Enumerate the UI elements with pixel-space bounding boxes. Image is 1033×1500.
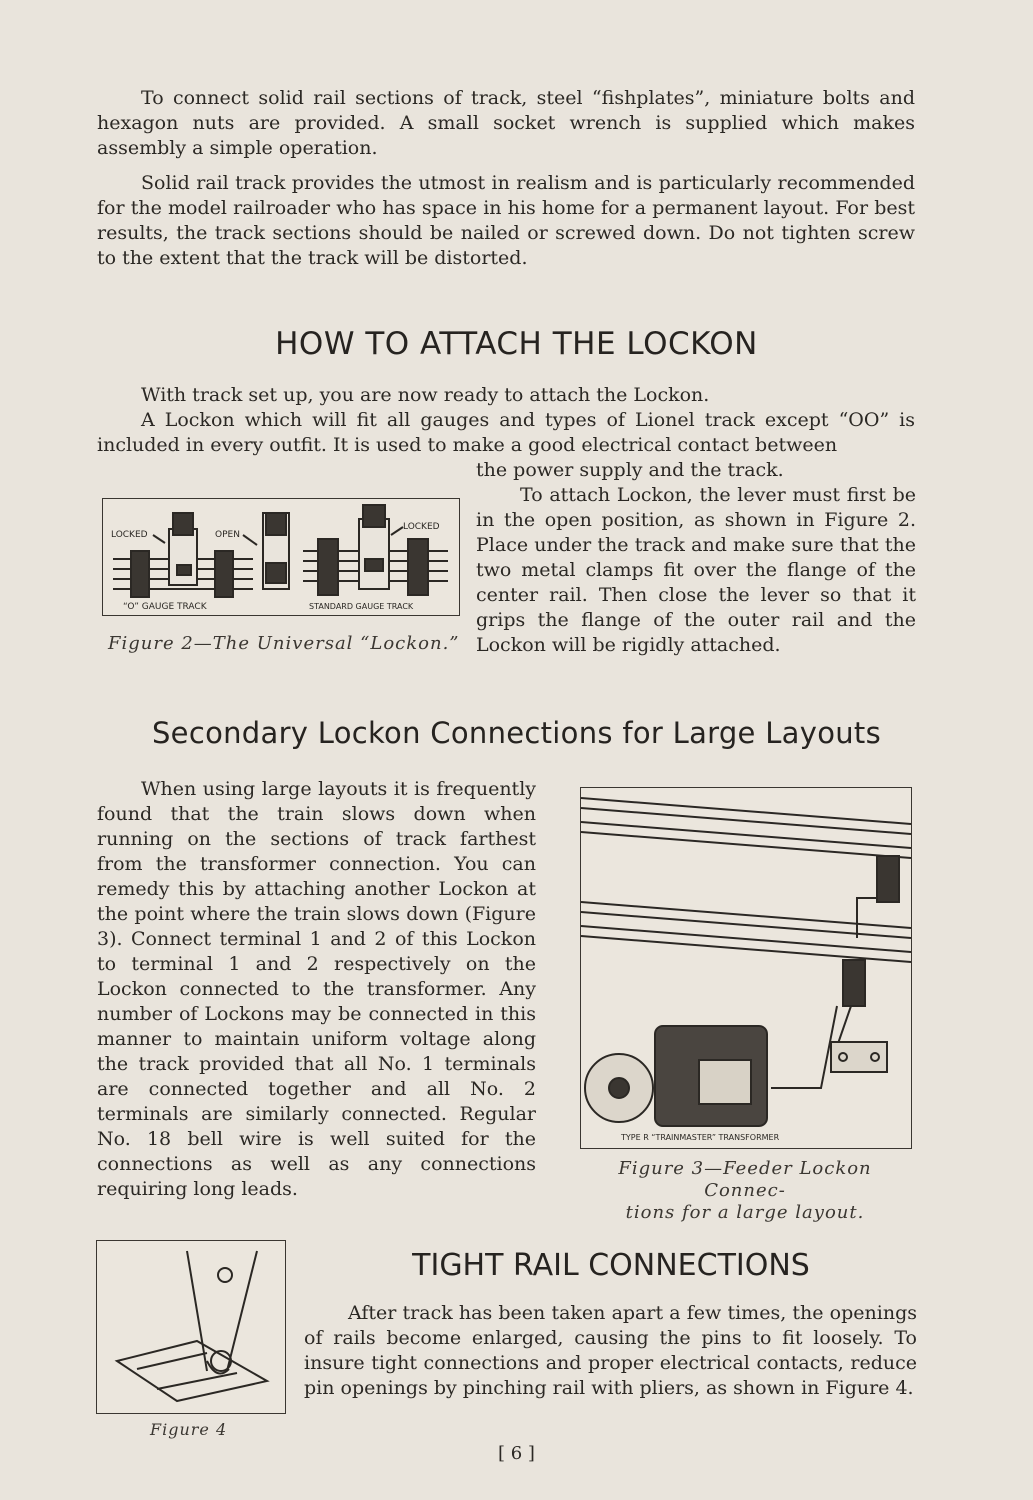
figure-3-caption-line-1: Figure 3—Feeder Lockon Connec- (618, 1158, 872, 1201)
figure-4-caption: Figure 4 (150, 1420, 228, 1439)
secondary-text-column (97, 777, 536, 1202)
transformer-label: TYPE R “TRAINMASTER” TRANSFORMER (621, 1133, 780, 1142)
intro-section (97, 86, 915, 271)
figure-4-pliers-illustration (96, 1240, 286, 1414)
lockon-paragraph-1: With track set up, you are now ready to attach the Lockon. (141, 384, 710, 406)
label-standard-gauge-track: STANDARD GAUGE TRACK (309, 602, 414, 611)
label-open: OPEN (215, 530, 240, 540)
lockon-paragraph-3: To attach Lockon, the lever must first be in the open position, as shown in Figure 2. Place under the track and make sure that the two metal clamps fit over the flange of the center rail. Then close the lever so that it grips the flange of the outer rail and the Lockon will be rigidly attached. (476, 484, 916, 656)
secondary-paragraph: When using large layouts it is frequently found that the train slows down when running on the sections of track farthest from the transformer connection. You can remedy this by attaching another Lockon at the point where the train slows down (Figure 3). Connect terminal 1 and 2 of this Lockon to terminal 1 and 2 respectively on the Lockon connected to the transformer. Any number of Lockons may be connected in this manner to maintain uniform voltage along the track provided that all No. 1 terminals are connected together and all No. 2 terminals are similarly connected. Regular No. 18 bell wire is well suited for the connections as well as any connections requiring long leads. (97, 778, 536, 1200)
lockon-right-column (476, 458, 916, 658)
tight-rail-text (304, 1301, 917, 1401)
tight-rail-heading: TIGHT RAIL CONNECTIONS (412, 1248, 810, 1283)
label-locked-left: LOCKED (111, 530, 148, 540)
label-locked-right: LOCKED (403, 522, 440, 532)
secondary-heading: Secondary Lockon Connections for Large Layouts (151, 716, 882, 750)
label-o-gauge-track: “O” GAUGE TRACK (123, 602, 207, 612)
lockon-paragraph-2: A Lockon which will fit all gauges and types of Lionel track except “OO” is included in every outfit. It is used to make a good electrical contact between (97, 409, 915, 456)
figure-3-caption (580, 1158, 910, 1224)
tight-rail-paragraph: After track has been taken apart a few times, the openings of rails become enlarged, causing the pins to fit loosely. To insure tight connections and proper electrical contacts, reduce pin openings by pinching rail with pliers, as shown in Figure 4. (304, 1302, 917, 1399)
figure-2-caption: Figure 2—The Universal “Lockon.” (108, 633, 460, 654)
figure-2-lockon-illustration (102, 498, 460, 616)
lockon-heading: HOW TO ATTACH THE LOCKON (275, 326, 758, 362)
lockon-intro (97, 383, 915, 458)
feeder-lockon-drawing (581, 788, 911, 1148)
lockon-drawing (103, 499, 459, 615)
figure-3-caption-line-2: tions for a large layout. (625, 1202, 865, 1223)
lockon-paragraph-2-end: the power supply and the track. (476, 459, 784, 481)
pliers-drawing (97, 1241, 285, 1413)
page-number: [ 6 ] (498, 1443, 535, 1464)
intro-paragraph-1: To connect solid rail sections of track, steel “fishplates”, miniature bolts and hexagon nuts are provided. A small socket wrench is supplied which makes assembly a simple operation. (97, 87, 915, 159)
intro-paragraph-2: Solid rail track provides the utmost in realism and is particularly recommended for the model railroader who has space in his home for a permanent layout. For best results, the track sections should be nailed or screwed down. Do not tighten screw to the extent that the track will be distorted. (97, 172, 915, 269)
figure-3-feeder-lockon-illustration (580, 787, 912, 1149)
